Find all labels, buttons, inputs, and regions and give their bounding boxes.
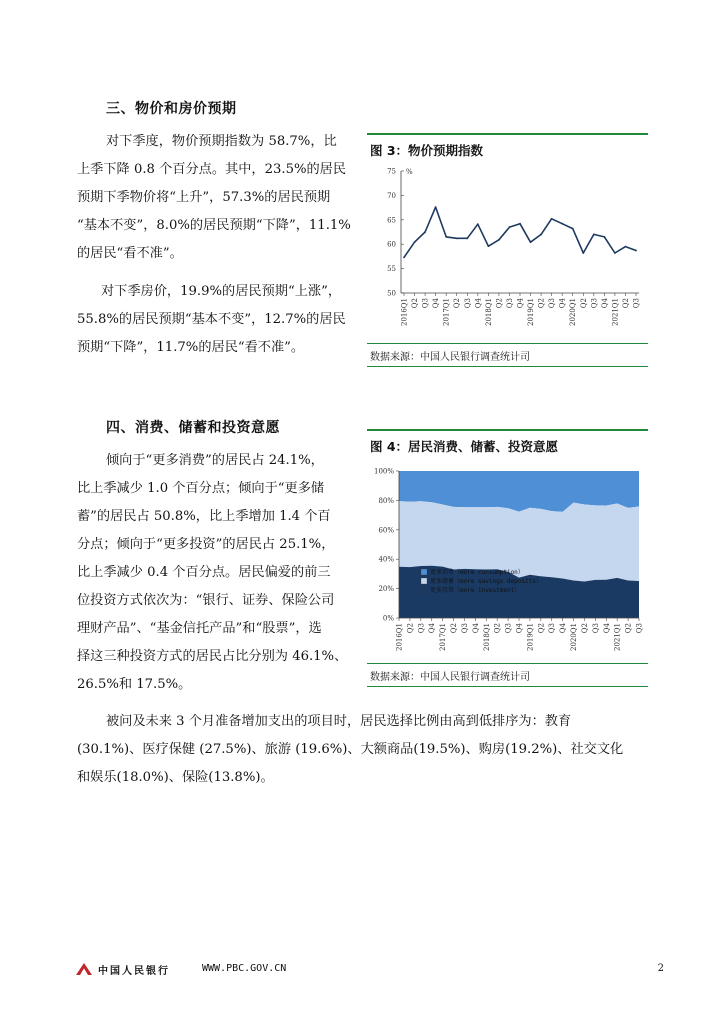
legend-label: 更多投资（more investment） <box>430 587 521 594</box>
x-tick-label: Q3 <box>548 623 557 634</box>
data-point <box>530 241 532 243</box>
figure-bottom-rule <box>367 366 648 367</box>
data-point <box>582 252 584 254</box>
data-point <box>414 241 416 243</box>
data-point <box>424 231 426 233</box>
y-tick-label: 70 <box>387 191 396 200</box>
section3-house-paragraph <box>77 278 346 362</box>
text-line: 位投资方式依次为：“银行、证券、保险公司 <box>77 593 335 608</box>
x-tick-label: Q4 <box>474 298 483 309</box>
y-tick-label: 50 <box>387 289 396 298</box>
x-tick-label: 2020Q1 <box>569 298 578 327</box>
x-tick-label: 2016Q1 <box>395 623 404 652</box>
x-tick-label: 2019Q1 <box>526 623 535 652</box>
text-line: (30.1%)、医疗保健 (27.5%)、旅游 (19.6%)、大额商品(19.5%)、购房(19.2%)、社交文化 <box>77 742 624 757</box>
x-tick-label: 2020Q1 <box>570 623 579 652</box>
data-point <box>603 236 605 238</box>
text-line: “基本不变”，8.0%的居民预期“下降”，11.1% <box>77 218 351 233</box>
text-line: 被问及未来 3 个月准备增加支出的项目时，居民选择比例由高到低排序为：教育 <box>106 714 572 729</box>
x-tick-label: Q3 <box>504 623 513 634</box>
legend-swatch <box>421 569 427 575</box>
text-line: 26.5%和 17.5%。 <box>77 677 192 692</box>
data-point <box>487 245 489 247</box>
y-tick-label: 60 <box>387 240 396 249</box>
x-tick-label: Q4 <box>600 298 609 309</box>
x-tick-label: Q2 <box>450 623 459 634</box>
data-point <box>435 206 437 208</box>
figure-bottom-rule <box>367 686 648 687</box>
text-line: 分点；倾向于“更多投资”的居民占 25.1%， <box>77 537 335 552</box>
data-point <box>593 234 595 236</box>
x-tick-label: Q2 <box>411 298 420 309</box>
x-tick-label: Q2 <box>579 298 588 309</box>
data-point <box>614 252 616 254</box>
price-expectation-chart <box>367 163 648 343</box>
consumption-savings-investment-chart <box>367 459 648 663</box>
figure-source: 数据来源：中国人民银行调查统计司 <box>370 672 530 683</box>
figure-title: 图 4：居民消费、储蓄、投资意愿 <box>370 439 559 454</box>
x-tick-label: Q4 <box>516 298 525 309</box>
x-tick-label: Q2 <box>580 623 589 634</box>
section3-price-paragraph <box>77 128 351 268</box>
text-line: 上季下降 0.8 个百分点。其中，23.5%的居民 <box>77 162 347 177</box>
x-tick-label: Q2 <box>406 623 415 634</box>
data-point <box>498 239 500 241</box>
bank-name: 中国人民银行 <box>98 966 170 977</box>
text-line: 的居民“看不准”。 <box>77 246 183 261</box>
data-point <box>509 226 511 228</box>
x-tick-label: 2017Q1 <box>439 623 448 652</box>
legend-swatch <box>421 578 427 584</box>
x-tick-label: Q3 <box>417 623 426 634</box>
text-line: 比上季减少 0.4 个百分点。居民偏爱的前三 <box>77 565 331 580</box>
x-tick-label: Q3 <box>505 298 514 309</box>
x-tick-label: Q4 <box>602 623 611 634</box>
text-line: 蓄”的居民占 50.8%，比上季增加 1.4 个百 <box>77 509 331 524</box>
x-tick-label: Q2 <box>624 623 633 634</box>
data-point <box>561 223 563 225</box>
x-tick-label: 2018Q1 <box>482 623 491 652</box>
figure-title: 图 3：物价预期指数 <box>370 143 484 158</box>
website-url: WWW.PBC.GOV.CN <box>202 963 287 974</box>
x-tick-label: 2018Q1 <box>484 298 493 327</box>
y-tick-label: 60% <box>378 526 394 535</box>
y-tick-label: 40% <box>378 555 394 564</box>
figure-3 <box>367 133 648 367</box>
page-number: 2 <box>657 963 664 974</box>
text-line: 比上季减少 1.0 个百分点；倾向于“更多储 <box>77 481 325 496</box>
section3-heading: 三、物价和房价预期 <box>106 101 237 117</box>
y-tick-label: 80% <box>378 496 394 505</box>
text-line: 择这三种投资方式的居民占比分别为 46.1%、 <box>77 649 348 664</box>
data-point <box>572 228 574 230</box>
section4-heading: 四、消费、储蓄和投资意愿 <box>106 420 280 436</box>
text-line: 55.8%的居民预期“基本不变”，12.7%的居民 <box>77 312 346 327</box>
x-tick-label: Q4 <box>559 623 568 634</box>
data-point <box>625 246 627 248</box>
data-point <box>445 236 447 238</box>
x-tick-label: Q2 <box>537 623 546 634</box>
x-tick-label: Q3 <box>460 623 469 634</box>
x-tick-label: Q4 <box>428 623 437 634</box>
y-tick-label: 75 <box>387 167 396 176</box>
figure-4 <box>367 429 648 687</box>
x-tick-label: Q2 <box>495 298 504 309</box>
x-tick-label: Q3 <box>591 623 600 634</box>
text-line: 对下季房价，19.9%的居民预期“上涨”， <box>101 284 342 299</box>
x-tick-label: Q3 <box>463 298 472 309</box>
text-line: 倾向于“更多消费”的居民占 24.1%， <box>106 453 324 468</box>
spending-plan-paragraph <box>77 708 623 792</box>
legend-swatch <box>421 587 427 593</box>
x-tick-label: 2016Q1 <box>400 298 409 327</box>
legend-label: 更多消费（more consumption） <box>430 569 524 576</box>
data-point <box>635 250 637 252</box>
x-tick-label: 2021Q1 <box>613 623 622 652</box>
y-tick-label: 0% <box>382 614 394 623</box>
x-tick-label: Q4 <box>515 623 524 634</box>
pbc-logo-icon <box>74 962 94 976</box>
text-line: 对下季度，物价预期指数为 58.7%，比 <box>106 134 337 149</box>
x-tick-label: Q3 <box>632 298 641 309</box>
x-tick-label: Q4 <box>471 623 480 634</box>
figure-source: 数据来源：中国人民银行调查统计司 <box>370 352 530 363</box>
data-point <box>466 237 468 239</box>
x-tick-label: 2019Q1 <box>527 298 536 327</box>
x-tick-label: Q4 <box>558 298 567 309</box>
data-point <box>477 223 479 225</box>
x-tick-label: Q3 <box>635 623 644 634</box>
page-footer <box>74 962 664 978</box>
x-tick-label: 2017Q1 <box>442 298 451 327</box>
text-line: 预期“下降”，11.7%的居民“看不准”。 <box>77 340 305 355</box>
x-tick-label: Q2 <box>493 623 502 634</box>
y-tick-label: 65 <box>387 216 396 225</box>
y-tick-label: 20% <box>378 585 394 594</box>
x-tick-label: Q3 <box>548 298 557 309</box>
x-tick-label: Q4 <box>432 298 441 309</box>
y-tick-label: 100% <box>373 467 394 476</box>
text-line: 预期下季物价将“上升”，57.3%的居民预期 <box>77 190 331 205</box>
x-tick-label: Q2 <box>621 298 630 309</box>
legend-label: 更多储蓄（more savings deposits） <box>430 578 542 585</box>
data-point <box>540 234 542 236</box>
section4-paragraph <box>77 447 347 699</box>
x-tick-label: 2021Q1 <box>611 298 620 327</box>
data-point <box>519 223 521 225</box>
x-tick-label: Q2 <box>453 298 462 309</box>
price-index-line <box>404 207 636 257</box>
text-line: 和娱乐(18.0%)、保险(13.8%)。 <box>77 770 274 785</box>
x-tick-label: Q2 <box>537 298 546 309</box>
y-unit-label: % <box>406 168 413 176</box>
y-tick-label: 55 <box>387 265 396 274</box>
data-point <box>403 256 405 258</box>
data-point <box>456 237 458 239</box>
x-tick-label: Q3 <box>590 298 599 309</box>
text-line: 理财产品”、“基金信托产品”和“股票”，选 <box>77 621 322 636</box>
data-point <box>551 218 553 220</box>
x-tick-label: Q3 <box>421 298 430 309</box>
